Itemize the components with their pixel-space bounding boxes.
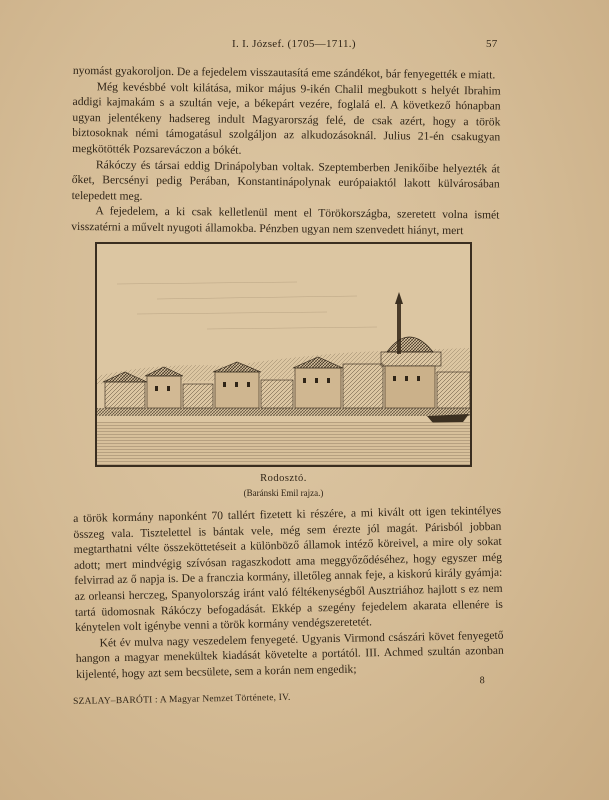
figure-caption: Rodosztó. [260, 473, 307, 484]
figure-credit: (Baránski Emil rajza.) [243, 488, 324, 498]
paragraph-5: a török kormány naponként 70 tallért fizetett ki részére, a mi kivált ott igen tekintélyes összeg vala. Tisztelettel is bántak vele, még sem érezte jól magát. Párisból jobban megtarthatni vélte összeköttetéseit a különböző államok intéző köreivel, a mire oly sokat adott; mert mindvégig szívósan ragaszkodott ama meggyőződéséhez, hogy egyszer még felvirrad az ő napja is. De a franczia kormány, illetőleg annak feje, a kiskorú király gyámja: az orleansi herczeg, Spanyolország iránt való féltékenységből Ausztriához hajlott s ez nem tartá üdomosnak Rákóczy befogadását. Ekkép a szegény fejedelem akarata ellenére is kénytelen volt igénybe venni a török kormány vendégszeretetét. [73, 503, 503, 635]
paragraph-1: nyomást gyakoroljon. De a fejedelem visszautasítá eme szándékot, bár fenyegették e miatt. [72, 63, 496, 82]
page-header [0, 38, 609, 54]
book-signature: SZALAY–BARÓTI : A Magyar Nemzet Története, IV. [73, 692, 291, 707]
body-text-top [71, 63, 501, 239]
signature-mark: 8 [479, 675, 485, 687]
paragraph-4: A fejedelem, a ki csak kelletlenül ment el Törökországba, szeretett volna ismét visszatérni a művelt nyugoti államokba. Pénzben ugyan nem szenvedett hiányt, mert [71, 204, 500, 238]
rodosto-illustration [95, 242, 472, 467]
engraving-image [97, 244, 470, 465]
running-title: I. I. József. (1705—1711.) [232, 38, 356, 50]
paragraph-2: Még kevésbbé volt kilátása, mikor május 9-ikén Chalil megbukott s helyét Ibrahim addigi kajmakám s a szultán veje, a békepárt vezére, foglalá el. A következő hónapban ugyan jelentékeny hadsereg indult Magyarország felé, de csak azért, hogy a török biztosoknak némi támogatásul szolgáljon az alkudozásoknál. Julius 21-én csakugyan megkötötték Pozsareváczon a bókét. [72, 79, 501, 157]
body-text-bottom [73, 503, 504, 683]
page-number: 57 [486, 38, 498, 50]
paragraph-6: Két év mulva nagy veszedelem fenyegeté. Ugyanis Virmond császári követ fenyegető hangon a magyar menekültek kiadását követelte a portától. III. Achmed szultán azonban kijelenté, hogy azt sem becsülete, sem a korán nem engedik; [75, 628, 504, 681]
page-footer [73, 675, 501, 707]
paragraph-3: Rákóczy és társai eddig Drinápolyban voltak. Szeptemberben Jenikőibe helyezték át őket, Bercsényi pedig Perában, Konstantinápolynak európaiaktól lakott külvárosában telepedett meg. [71, 157, 500, 203]
